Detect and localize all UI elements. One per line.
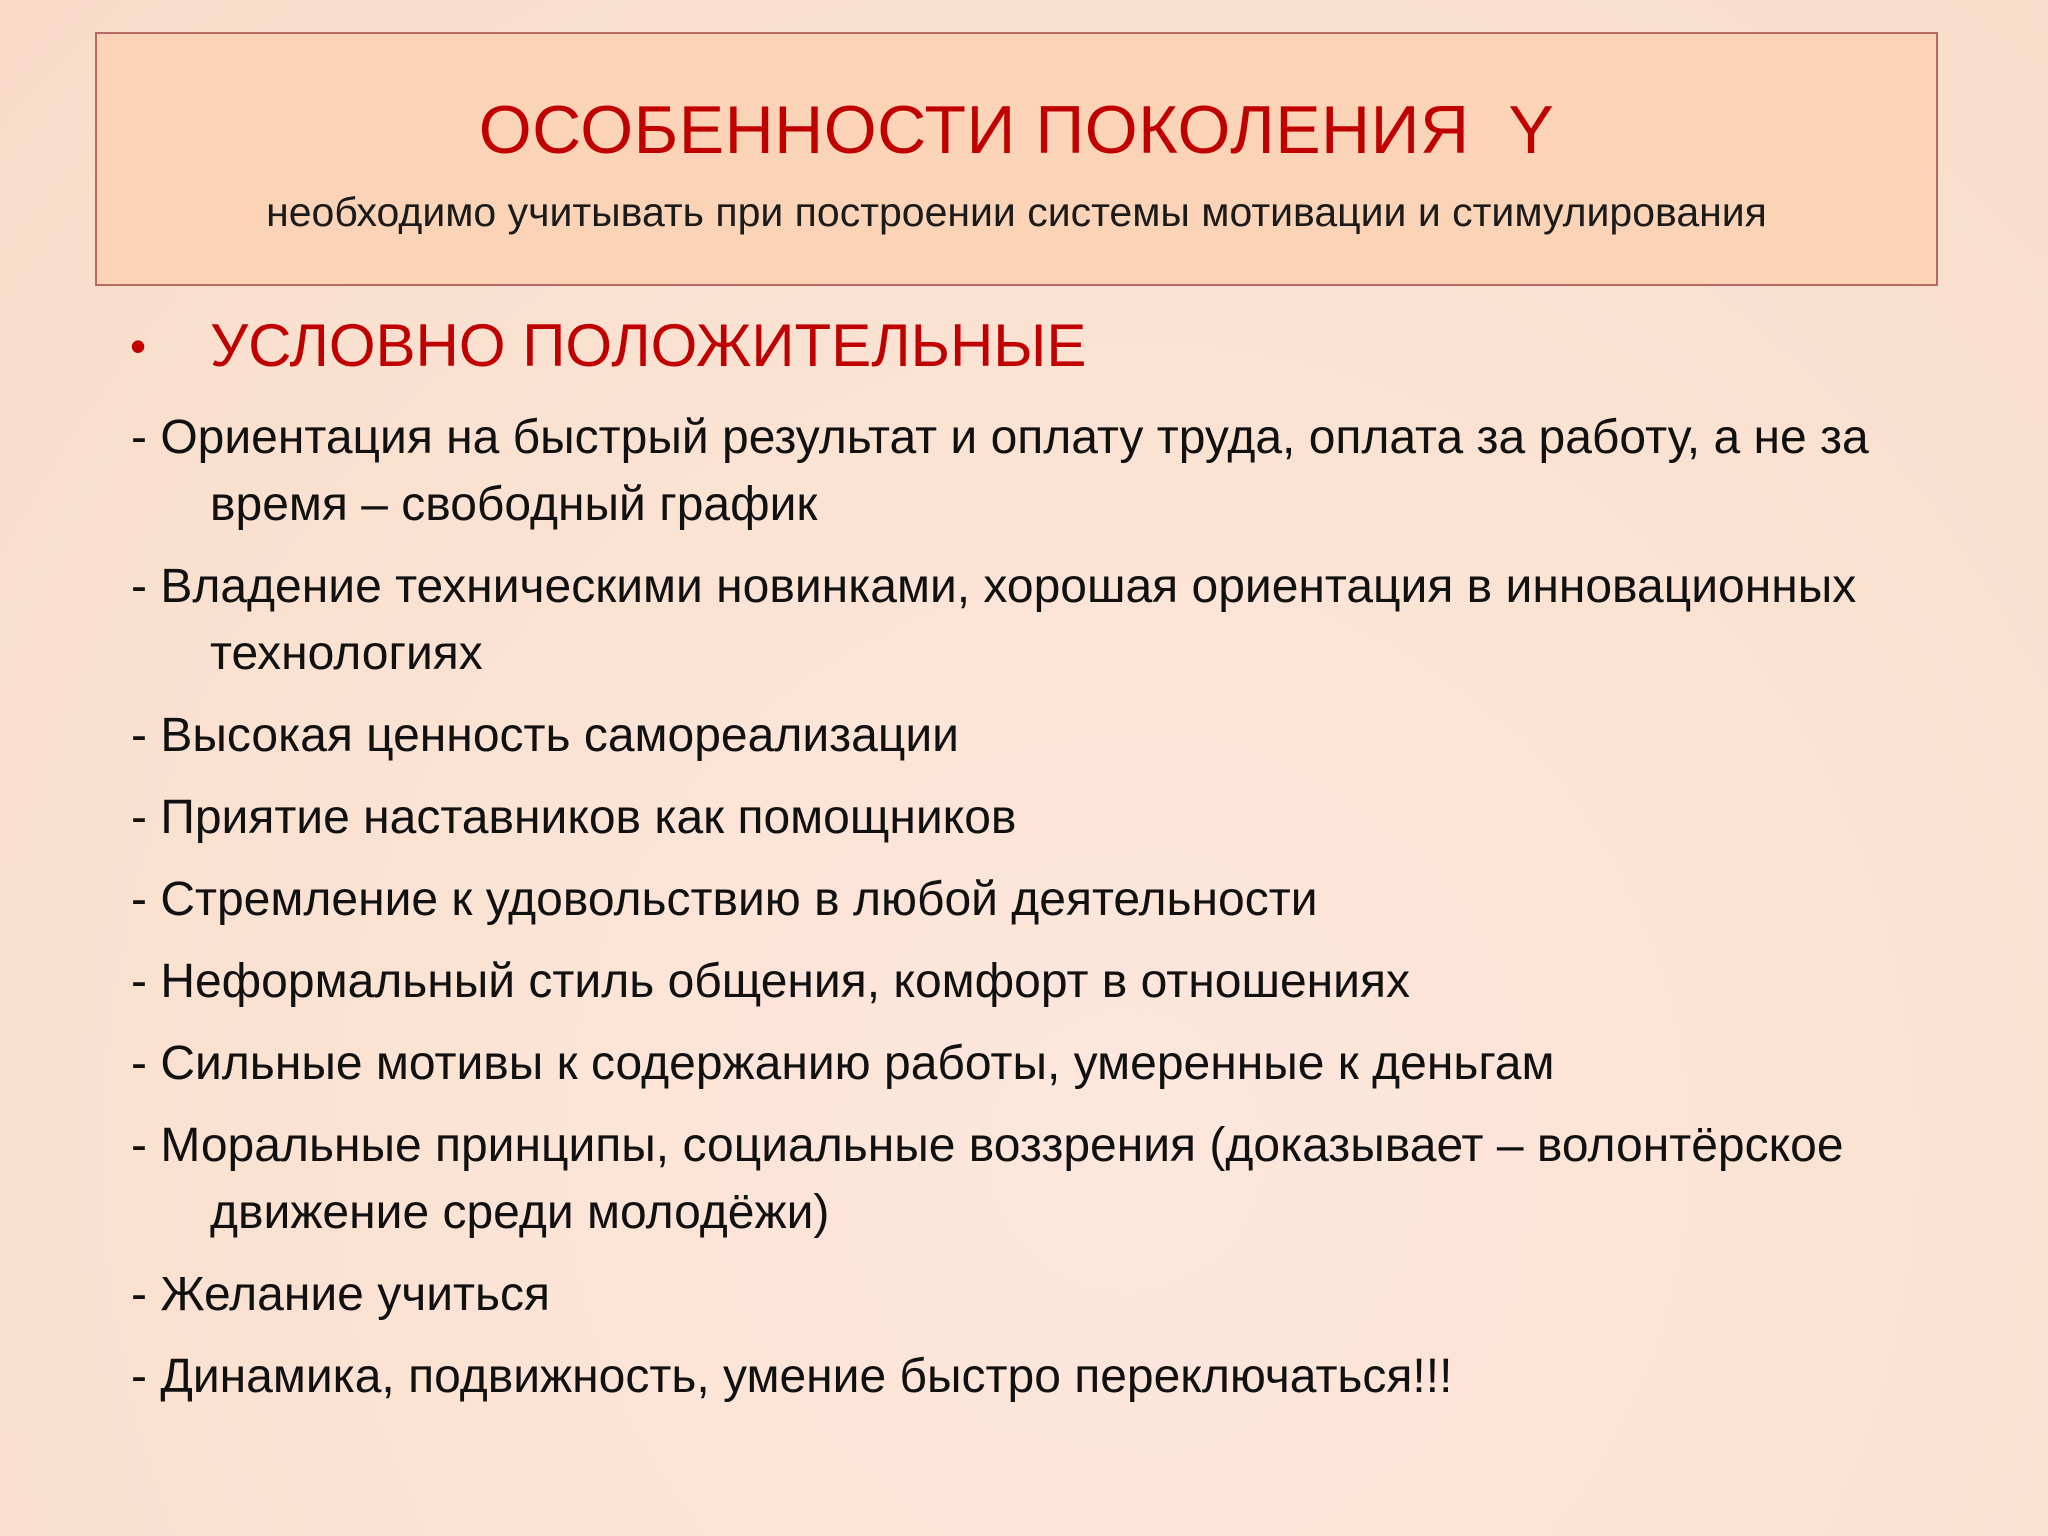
title-box [95,32,1938,286]
list-item: - Желание учиться [131,1268,551,1321]
slide-title: ОСОБЕННОСТИ ПОКОЛЕНИЯ Y [478,92,1555,168]
list-item: - Сильные мотивы к содержанию работы, умеренные к деньгам [131,1037,1555,1090]
list-item: - Неформальный стиль общения, комфорт в отношениях [131,955,1410,1008]
list-item: - Моральные принципы, социальные воззрения (доказывает – волонтёрское движение среди молодёжи) [131,1119,1844,1239]
list-item: - Динамика, подвижность, умение быстро переключаться!!! [131,1350,1453,1403]
bullet-icon: • [130,320,147,372]
list-item: - Высокая ценность самореализации [131,709,959,762]
section-heading [130,308,1086,384]
slide-subtitle: необходимо учитывать при построении системы мотивации и стимулирования [266,189,1767,235]
list-item: - Владение техническими новинками, хорошая ориентация в инновационных технологиях [131,560,1857,680]
list-item: - Ориентация на быстрый результат и оплату труда, оплата за работу, а не за время – свободный график [131,411,1869,531]
list-item: - Стремление к удовольствию в любой деятельности [131,873,1318,926]
list-item: - Приятие наставников как помощников [131,791,1017,844]
section-heading-label: УСЛОВНО ПОЛОЖИТЕЛЬНЫЕ [210,312,1087,379]
feature-list [131,404,1951,1425]
